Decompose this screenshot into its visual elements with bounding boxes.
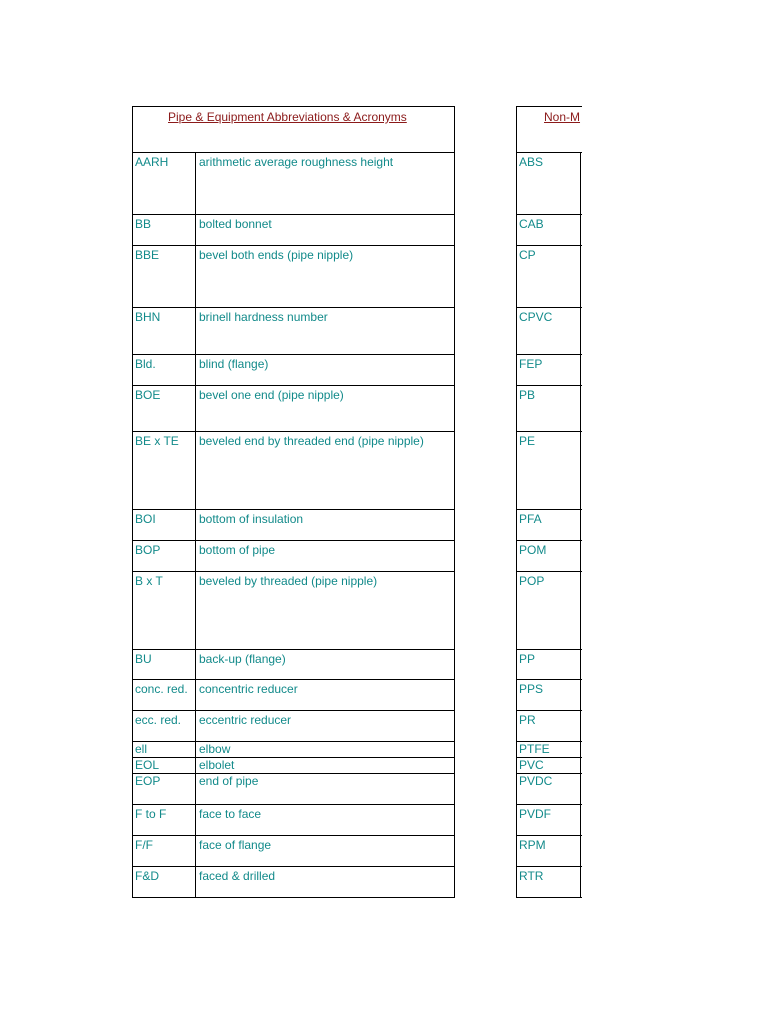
pipe-abbreviations-table — [132, 106, 455, 898]
definition-cell: beveled end by threaded end (pipe nipple) — [199, 434, 424, 448]
definition-cell: face to face — [199, 807, 262, 821]
abbreviation-cell: PB — [519, 388, 536, 402]
definition-cell: eccentric reducer — [199, 713, 292, 727]
definition-cell: elbow — [199, 742, 231, 756]
table-row — [133, 432, 454, 510]
abbreviation-cell: PFA — [519, 512, 542, 526]
table-row — [517, 758, 582, 774]
table-row — [517, 805, 582, 836]
table-row — [133, 386, 454, 432]
abbreviation-cell: BOI — [135, 512, 156, 526]
definition-cell: elbolet — [199, 758, 235, 772]
abbreviation-cell: EOL — [135, 758, 160, 772]
abbreviation-cell: PVDC — [519, 774, 553, 788]
definition-cell: blind (flange) — [199, 357, 269, 371]
abbreviation-cell: PR — [519, 713, 536, 727]
abbreviation-cell: BU — [135, 652, 152, 666]
abbreviation-cell: BOE — [135, 388, 161, 402]
table-row — [133, 774, 454, 805]
abbreviation-cell: PVDF — [519, 807, 552, 821]
abbreviation-cell: BBE — [135, 248, 160, 262]
definition-cell: bevel both ends (pipe nipple) — [199, 248, 354, 262]
table-row — [517, 711, 582, 742]
definition-cell: bevel one end (pipe nipple) — [199, 388, 344, 402]
abbreviation-cell: RTR — [519, 869, 544, 883]
table-row — [133, 510, 454, 541]
definition-cell: arithmetic average roughness height — [199, 155, 394, 169]
abbreviation-cell: ell — [135, 742, 148, 756]
table-title: Non-M — [544, 110, 581, 124]
table-row — [133, 541, 454, 572]
table-row — [133, 680, 454, 711]
abbreviation-cell: RPM — [519, 838, 546, 852]
definition-cell: bolted bonnet — [199, 217, 272, 231]
table-row — [133, 650, 454, 680]
abbreviation-cell: EOP — [135, 774, 161, 788]
abbreviation-cell: ABS — [519, 155, 544, 169]
definition-cell: brinell hardness number — [199, 310, 328, 324]
table-row — [517, 742, 582, 758]
definition-cell: concentric reducer — [199, 682, 298, 696]
abbreviation-cell: PVC — [519, 758, 544, 772]
table-title: Pipe & Equipment Abbreviations & Acronyms — [168, 110, 407, 124]
definition-cell: bottom of insulation — [199, 512, 304, 526]
abbreviation-cell: AARH — [135, 155, 169, 169]
table-row — [133, 215, 454, 246]
table-row — [133, 355, 454, 386]
table-row — [517, 867, 582, 898]
definition-cell: bottom of pipe — [199, 543, 276, 557]
definition-cell: end of pipe — [199, 774, 259, 788]
abbreviation-cell: FEP — [519, 357, 543, 371]
abbreviation-cell: B x T — [135, 574, 163, 588]
abbreviation-cell: F to F — [135, 807, 167, 821]
abbreviation-cell: PP — [519, 652, 536, 666]
table-row — [133, 246, 454, 308]
abbreviation-cell: CPVC — [519, 310, 553, 324]
table-row — [517, 386, 582, 432]
abbreviation-cell: POP — [519, 574, 545, 588]
abbreviation-cell: CAB — [519, 217, 544, 231]
table-row — [517, 510, 582, 541]
table-row — [517, 153, 582, 215]
non-metallic-abbreviations-table — [516, 106, 582, 898]
abbreviation-cell: POM — [519, 543, 547, 557]
table-row — [517, 432, 582, 510]
abbreviation-cell: Bld. — [135, 357, 156, 371]
abbreviation-cell: PPS — [519, 682, 544, 696]
table-row — [133, 308, 454, 355]
table-row — [133, 758, 454, 774]
table-header — [133, 106, 454, 153]
table-row — [133, 867, 454, 898]
table-header — [517, 106, 582, 153]
table-row — [517, 650, 582, 680]
table-row — [133, 711, 454, 742]
table-row — [517, 308, 582, 355]
table-row — [517, 774, 582, 805]
table-row — [517, 215, 582, 246]
table-row — [517, 246, 582, 308]
abbreviation-cell: BHN — [135, 310, 161, 324]
abbreviation-cell: BOP — [135, 543, 161, 557]
table-row — [133, 805, 454, 836]
definition-cell: beveled by threaded (pipe nipple) — [199, 574, 378, 588]
abbreviation-cell: F&D — [135, 869, 159, 883]
table-row — [133, 742, 454, 758]
definition-cell: faced & drilled — [199, 869, 276, 883]
table-row — [133, 153, 454, 215]
table-row — [517, 355, 582, 386]
table-row — [133, 836, 454, 867]
abbreviation-cell: PTFE — [519, 742, 550, 756]
table-row — [133, 572, 454, 650]
table-row — [517, 541, 582, 572]
abbreviation-cell: PE — [519, 434, 536, 448]
table-row — [517, 680, 582, 711]
non-metallic-table-clip — [516, 106, 582, 899]
abbreviation-cell: BB — [135, 217, 152, 231]
abbreviation-cell: CP — [519, 248, 536, 262]
abbreviation-cell: F/F — [135, 838, 153, 852]
abbreviation-cell: BE x TE — [135, 434, 179, 448]
definition-cell: back-up (flange) — [199, 652, 286, 666]
table-row — [517, 836, 582, 867]
abbreviation-cell: conc. red. — [135, 682, 188, 696]
abbreviation-cell: ecc. red. — [135, 713, 182, 727]
table-row — [517, 572, 582, 650]
definition-cell: face of flange — [199, 838, 272, 852]
